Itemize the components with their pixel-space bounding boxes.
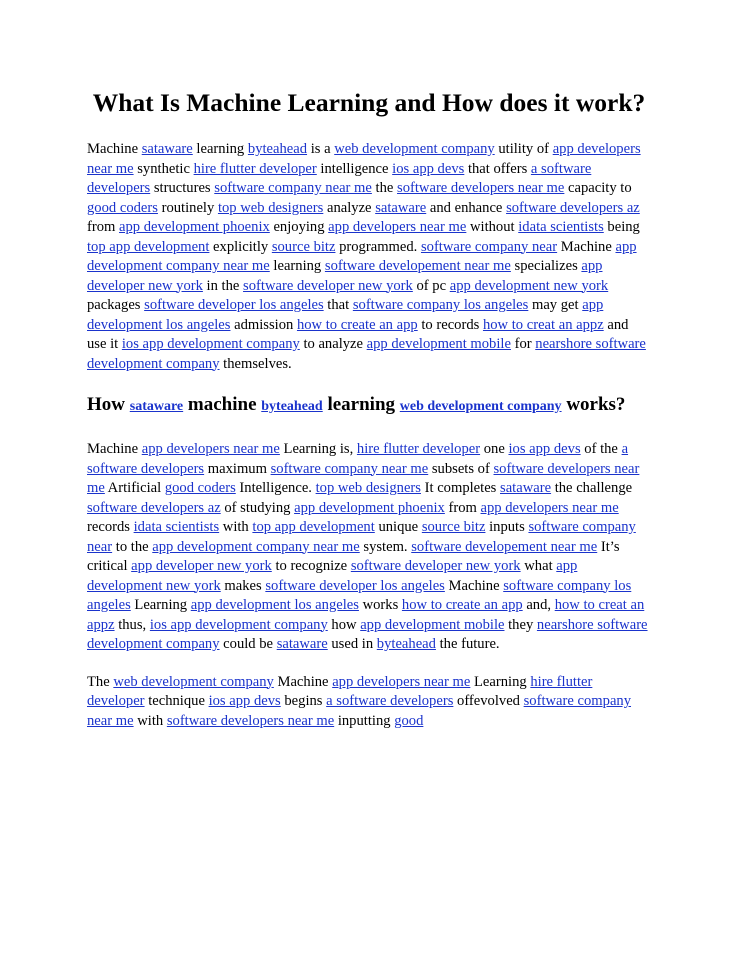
body-text: Artificial <box>104 480 165 496</box>
body-text: synthetic <box>133 160 194 177</box>
body-text: of pc <box>412 277 450 294</box>
body-text: of studying <box>220 499 295 516</box>
inline-link[interactable]: source bitz <box>271 238 336 255</box>
body-text: machine <box>183 394 262 415</box>
body-text: system. <box>359 538 412 555</box>
body-text: with <box>219 519 253 535</box>
body-text: learning <box>269 258 325 274</box>
inline-link[interactable]: a software developers <box>87 160 592 196</box>
inline-link[interactable]: ios app development company <box>149 616 328 633</box>
inline-link[interactable]: hire flutter developer <box>356 441 481 457</box>
inline-link[interactable]: software developers near me <box>166 712 335 729</box>
body-text: Machine <box>273 673 333 690</box>
inline-link[interactable]: software company near <box>420 238 558 255</box>
inline-link[interactable]: app developers near me <box>141 441 280 457</box>
body-text: It’s critical <box>87 538 620 574</box>
inline-link[interactable]: how to creat an appz <box>87 597 645 633</box>
inline-link[interactable]: app development company near me <box>152 538 360 555</box>
body-text: How <box>87 394 130 415</box>
page-title: What Is Machine Learning and How does it work? <box>92 88 646 117</box>
body-text: one <box>480 441 509 457</box>
inline-link[interactable]: source bitz <box>421 519 486 535</box>
inline-link[interactable]: how to create an app <box>401 597 523 613</box>
body-text: works <box>358 597 402 613</box>
body-text: and enhance <box>426 199 507 216</box>
body-text: Machine <box>87 441 142 457</box>
body-text: routinely <box>157 199 218 216</box>
inline-link[interactable]: app development mobile <box>360 616 505 633</box>
inline-link[interactable]: ios app devs <box>508 441 581 457</box>
body-text: is a <box>307 141 335 157</box>
body-text: may get <box>528 297 583 313</box>
inline-link[interactable]: software developers az <box>506 199 640 216</box>
body-text: with <box>133 712 167 729</box>
inline-link[interactable]: sataware <box>500 480 552 496</box>
inline-link[interactable]: software company near me <box>270 460 429 477</box>
body-text: The <box>87 673 114 690</box>
body-text: to records <box>417 316 483 333</box>
body-text: packages <box>87 297 145 313</box>
inline-link[interactable]: software company near <box>87 519 636 555</box>
body-text: intelligence <box>316 160 393 177</box>
inline-link[interactable]: app development mobile <box>366 336 511 352</box>
inline-link[interactable]: app development company near me <box>87 238 637 274</box>
inline-link[interactable]: web development company <box>399 399 562 414</box>
inline-link[interactable]: app development los angeles <box>87 297 604 333</box>
body-text: offevolved <box>453 693 524 709</box>
inline-link[interactable]: app developers near me <box>87 141 641 177</box>
inline-link[interactable]: idata scientists <box>518 219 604 235</box>
inline-link[interactable]: ios app devs <box>392 160 465 177</box>
body-text: of the <box>580 441 622 457</box>
body-text: the challenge <box>551 480 633 496</box>
inline-link[interactable]: software company near me <box>87 693 632 729</box>
inline-link[interactable]: app developers near me <box>480 499 619 516</box>
inline-link[interactable]: software company near me <box>214 180 372 196</box>
inline-link[interactable]: app developers near me <box>328 219 467 235</box>
body-text: how <box>327 616 361 633</box>
body-text: thus, <box>114 616 150 633</box>
body-text: to analyze <box>299 336 367 352</box>
body-text: analyze <box>323 199 376 216</box>
body-text: specializes <box>510 258 582 274</box>
inline-link[interactable]: software developer new york <box>350 558 521 574</box>
inline-link[interactable]: software developers near me <box>397 180 565 196</box>
body-text: inputting <box>334 712 395 729</box>
inline-link[interactable]: app development new york <box>87 558 578 594</box>
inline-link[interactable]: good coders <box>87 199 158 216</box>
body-text: learning <box>192 141 248 157</box>
inline-link[interactable]: good coders <box>164 480 236 496</box>
body-text: Learning <box>130 597 191 613</box>
body-text: the future. <box>435 636 500 652</box>
body-text: in the <box>202 277 244 294</box>
body-text: Learning <box>470 673 531 690</box>
inline-link[interactable]: hire flutter developer <box>87 673 593 709</box>
body-text: utility of <box>494 141 553 157</box>
body-text: that offers <box>464 160 531 177</box>
body-text: from <box>444 499 481 516</box>
body-text: admission <box>230 316 297 333</box>
body-text: without <box>466 219 519 235</box>
body-text: for <box>510 336 536 352</box>
inline-link[interactable]: software developement near me <box>411 538 598 555</box>
inline-link[interactable]: app development new york <box>449 277 609 294</box>
body-text: could be <box>219 636 277 652</box>
inline-link[interactable]: byteahead <box>247 141 308 157</box>
inline-link[interactable]: web development company <box>334 141 495 157</box>
body-text: technique <box>144 693 209 709</box>
inline-link[interactable]: software developer los angeles <box>265 577 445 594</box>
body-text: learning <box>322 394 400 415</box>
body-text: Machine <box>87 141 142 157</box>
body-text: being <box>603 219 640 235</box>
paragraph <box>87 140 651 374</box>
body-text: begins <box>280 693 327 709</box>
body-text: Machine <box>444 577 504 594</box>
inline-link[interactable]: top web designers <box>217 199 324 216</box>
inline-link[interactable]: app developer new york <box>87 258 603 294</box>
body-text: and, <box>522 597 555 613</box>
inline-link[interactable]: idata scientists <box>133 519 220 535</box>
inline-link[interactable]: sataware <box>129 399 184 414</box>
body-text: from <box>87 219 120 235</box>
inline-link[interactable]: a software developers <box>87 441 629 477</box>
section-heading <box>87 392 651 420</box>
body-text: to recognize <box>271 558 351 574</box>
inline-link[interactable]: sataware <box>276 636 328 652</box>
inline-link[interactable]: app development los angeles <box>190 597 359 613</box>
inline-link[interactable]: hire flutter developer <box>193 160 317 177</box>
body-text: and use it <box>87 316 629 352</box>
paragraph <box>87 440 651 655</box>
body-text: what <box>520 558 557 574</box>
inline-link[interactable]: good <box>394 712 424 729</box>
inline-link[interactable]: app developer new york <box>131 558 272 574</box>
inline-link[interactable]: sataware <box>141 141 193 157</box>
inline-link[interactable]: top app development <box>87 238 210 255</box>
body-text: used in <box>327 636 377 652</box>
body-text: subsets of <box>428 460 494 477</box>
body-text: records <box>87 519 134 535</box>
inline-link[interactable]: app developers near me <box>332 673 471 690</box>
inline-link[interactable]: how to create an app <box>296 316 418 333</box>
body-text: enjoying <box>269 219 329 235</box>
inline-link[interactable]: app development phoenix <box>294 499 445 516</box>
body-text: themselves. <box>219 355 292 372</box>
inline-link[interactable]: byteahead <box>261 399 323 414</box>
inline-link[interactable]: top app development <box>252 519 375 535</box>
body-text: Intelligence. <box>235 480 316 496</box>
inline-link[interactable]: byteahead <box>376 636 436 652</box>
body-text: to the <box>112 538 153 555</box>
inline-link[interactable]: software developer los angeles <box>144 297 324 313</box>
body-text: programmed. <box>335 238 421 255</box>
inline-link[interactable]: software developers az <box>87 499 221 516</box>
inline-link[interactable]: how to creat an appz <box>482 316 604 333</box>
body-text: It completes <box>420 480 501 496</box>
body-text: works? <box>561 394 626 415</box>
inline-link[interactable]: nearshore software development company <box>87 616 648 652</box>
inline-link[interactable]: software developer new york <box>243 277 413 294</box>
inline-link[interactable]: nearshore software development company <box>87 336 646 372</box>
inline-link[interactable]: top web designers <box>315 480 421 496</box>
body-text: unique <box>374 519 422 535</box>
body-text: maximum <box>204 460 271 477</box>
body-text: Learning is, <box>279 441 357 457</box>
inline-link[interactable]: web development company <box>113 673 274 690</box>
article-body <box>87 140 651 731</box>
inline-link[interactable]: a software developers <box>326 693 454 709</box>
inline-link[interactable]: software company los angeles <box>352 297 529 313</box>
body-text: explicitly <box>209 238 272 255</box>
inline-link[interactable]: app development phoenix <box>119 219 270 235</box>
body-text: structures <box>150 180 215 196</box>
paragraph <box>87 673 651 732</box>
body-text: they <box>504 616 537 633</box>
inline-link[interactable]: software company los angeles <box>87 577 632 613</box>
inline-link[interactable]: ios app devs <box>208 693 281 709</box>
inline-link[interactable]: software developement near me <box>324 258 511 274</box>
inline-link[interactable]: ios app development company <box>121 336 300 352</box>
inline-link[interactable]: sataware <box>375 199 427 216</box>
body-text: inputs <box>485 519 529 535</box>
body-text: capacity to <box>564 180 632 196</box>
body-text: that <box>323 297 353 313</box>
body-text: Machine <box>557 238 616 255</box>
inline-link[interactable]: software developers near me <box>87 460 640 496</box>
body-text: the <box>371 180 398 196</box>
body-text: makes <box>220 577 266 594</box>
